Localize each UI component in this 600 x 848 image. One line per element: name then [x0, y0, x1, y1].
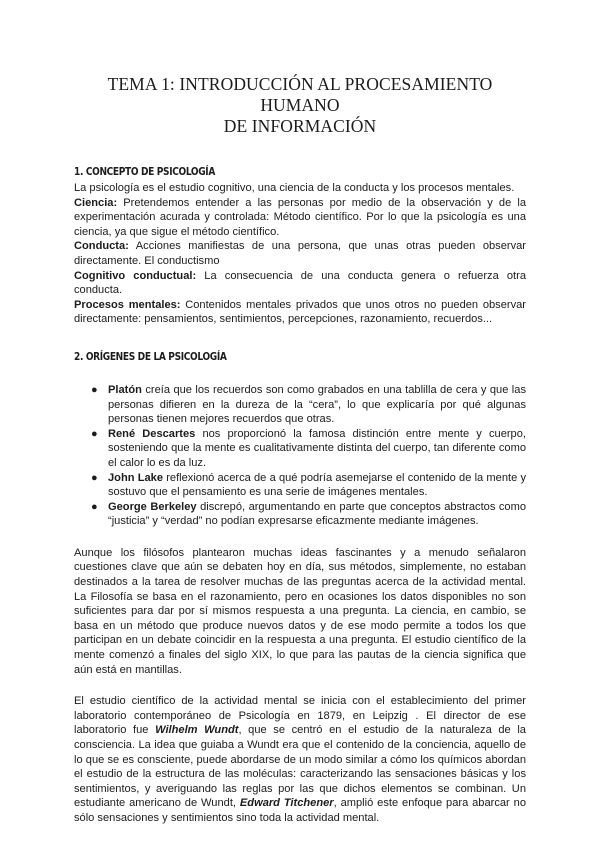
list-item-lake [91, 471, 526, 500]
paragraph-philosophy: Aunque los filósofos plantearon muchas ideas fascinantes y a menudo señalaron cuestiones clave que aún se debaten hoy en día, sus métodos, simplemente, no estaban destinados a la tarea de resolver muchas de las preguntas acerca de la actividad mental. La Filosofía se basa en el razonamiento, pero en ocasiones los datos disponibles no son suficientes para dar por sí mismos respuesta a una pregunta. La ciencia, en cambio, se basa en un método que produce nuevos datos y de ese modo permite a todos los que participan en un debate coincidir en la respuesta a una pregunta. El estudio científico de la mente comenzó a finales del siglo XIX, lo que para las pautas de la ciencia significa que aún está en mantillas. [74, 546, 526, 676]
definition-cognitivo-conductual [74, 269, 526, 298]
title-line-2: DE INFORMACIÓN [223, 116, 377, 136]
paragraph-text: El estudio científico de la actividad mental se inicia con el establecimiento del primer laboratorio contemporáneo de Psicología en 1879, en Leipzig . El director de ese laboratorio fue [74, 695, 526, 737]
philosopher-text: nos proporcionó la famosa distinción entre mente y cuerpo, sosteniendo que la mente es cualitativamente distinta del cuerpo, tan diferente como el calor lo es da luz. [108, 427, 526, 469]
philosopher-name: Platón [108, 383, 142, 396]
list-item-platon [91, 383, 526, 427]
name-wundt: Wilhelm Wundt [155, 724, 239, 737]
paragraph-text: , que se centró en el estudio de la naturaleza de la consciencia. La idea que guiaba a Wundt era que el contenido de la conciencia, aquello de lo que se es consciente, puede abordarse de un modo similar a cómo los químicos abordan el estudio de la estructura de las moléculas: caracterizando las sensaciones básicas y los sentimientos, y averiguando las reglas por las que dichos elementos se combinan. Un estudiante americano de Wundt, [74, 724, 526, 810]
definition-text: Contenidos mentales privados que unos otros no pueden observar directamente: pensamientos, sentimientos, percepciones, razonamiento, recuerdos... [74, 298, 526, 326]
philosopher-name: René Descartes [108, 427, 196, 440]
definition-text: La consecuencia de una conducta genera o refuerza otra conducta. [74, 269, 526, 297]
philosopher-name: John Lake [108, 471, 163, 484]
definition-text: Pretendemos entender a las personas por medio de la observación y de la experimentación acurada y controlada: Método científico. Por lo que la psicología es una ciencia, ya que sigue el método científico. [74, 196, 526, 238]
document-title [74, 74, 526, 137]
philosophers-list [74, 383, 526, 529]
philosopher-name: George Berkeley [108, 500, 197, 513]
philosopher-text: discrepó, argumentando en parte que conceptos abstractos como “justicia” y “verdad” no podían expresarse eficazmente mediante imágenes. [108, 500, 527, 528]
section-1-intro: La psicología es el estudio cognitivo, una ciencia de la conducta y los procesos mentales. [74, 182, 515, 194]
definition-term: Procesos mentales: [74, 298, 181, 311]
definition-term: Cognitivo conductual: [74, 269, 197, 282]
paragraph-wundt [74, 694, 526, 825]
list-item-berkeley [91, 500, 527, 529]
philosopher-text: reflexionó acerca de a qué podría asemejarse el contenido de la mente y sostuvo que el pensamiento es una serie de imágenes mentales. [108, 471, 526, 499]
bullet-icon: ● [91, 471, 98, 484]
bullet-icon: ● [91, 427, 98, 440]
paragraph-text: , amplió este enfoque para abarcar no sólo sensaciones y sentimientos sino toda la actividad mental. [74, 797, 526, 824]
section-1-heading: 1. CONCEPTO DE PSICOLOGÍA [74, 166, 215, 178]
definition-procesos-mentales [74, 298, 526, 327]
definition-conducta [74, 239, 526, 268]
list-item-descartes [91, 427, 526, 471]
definition-text: Acciones manifiestas de una persona, que unas otras pueden observar directamente. El conductismo [74, 240, 526, 267]
philosopher-text: creía que los recuerdos son como grabados en una tablilla de cera y que las personas difieren en la dureza de la “cera”, lo que explicaría por qué algunas personas tienen mejores recuerdos que otras. [108, 383, 526, 426]
name-titchener: Edward Titchener [239, 797, 334, 810]
definition-ciencia [74, 196, 526, 240]
bullet-icon: ● [91, 500, 98, 513]
bullet-icon: ● [91, 383, 98, 396]
title-line-1: TEMA 1: INTRODUCCIÓN AL PROCESAMIENTO HUMANO [107, 74, 493, 115]
section-2-heading: 2. ORÍGENES DE LA PSICOLOGÍA [74, 350, 227, 363]
definition-term: Ciencia: [74, 196, 118, 209]
definition-term: Conducta: [74, 240, 129, 253]
